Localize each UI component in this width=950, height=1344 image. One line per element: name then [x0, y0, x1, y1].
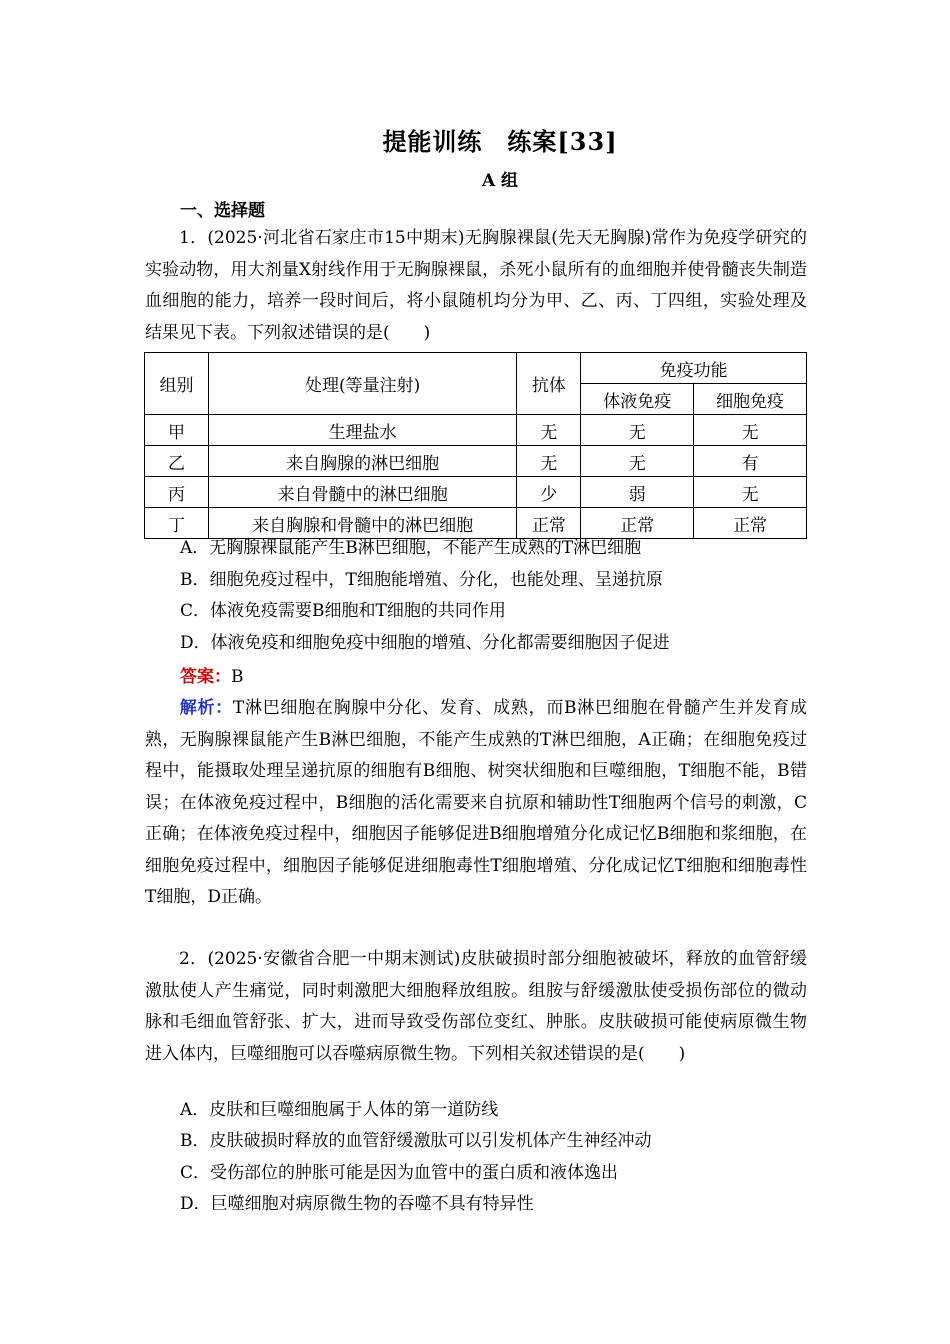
cell-treatment: 来自胸腺和骨髓中的淋巴细胞 — [208, 508, 516, 539]
q1-answer — [180, 662, 244, 694]
table-row — [145, 477, 807, 508]
cell-cellular: 无 — [694, 415, 807, 446]
q2-option-c: C．受伤部位的肿胀可能是因为血管中的蛋白质和液体逸出 — [180, 1163, 619, 1183]
cell-antibody: 正常 — [517, 508, 581, 539]
cell-group: 乙 — [145, 446, 209, 477]
q2-option-d: D．巨噬细胞对病原微生物的吞噬不具有特异性 — [180, 1194, 534, 1214]
cell-antibody: 无 — [517, 446, 581, 477]
question-1-stem — [145, 223, 807, 349]
group-label: A 组 — [481, 171, 519, 191]
cell-treatment: 生理盐水 — [208, 415, 516, 446]
header-antibody: 抗体 — [517, 353, 581, 415]
cell-humoral: 正常 — [581, 508, 694, 539]
question-2-stem — [145, 944, 807, 1070]
explanation-label: 解析： — [179, 698, 233, 718]
header-cellular: 细胞免疫 — [694, 384, 807, 415]
cell-group: 甲 — [145, 415, 209, 446]
q1-option-d: D．体液免疫和细胞免疫中细胞的增殖、分化都需要细胞因子促进 — [180, 633, 670, 653]
question-2-stem-text: 2．(2025·安徽省合肥一中期末测试)皮肤破损时部分细胞被破坏，释放的血管舒缓激肽使人产生痛觉，同时刺激肥大细胞释放组胺。组胺与舒缓激肽使受损伤部位的微动脉和毛细血管舒张、扩大，进而导致受伤部位变红、肿胀。皮肤破损可能使病原微生物进入体内，巨噬细胞可以吞噬病原微生物。下列相关叙述错误的是( ) — [145, 949, 807, 1064]
table-row — [145, 415, 807, 446]
q2-option-a: A．皮肤和巨噬细胞属于人体的第一道防线 — [180, 1100, 499, 1120]
results-table — [144, 352, 807, 539]
cell-cellular: 无 — [694, 477, 807, 508]
cell-treatment: 来自胸腺的淋巴细胞 — [208, 446, 516, 477]
cell-humoral: 无 — [581, 415, 694, 446]
header-treatment: 处理(等量注射) — [208, 353, 516, 415]
header-group: 组别 — [145, 353, 209, 415]
explanation-text: T淋巴细胞在胸腺中分化、发育、成熟，而B淋巴细胞在骨髓产生并发育成熟，无胸腺裸鼠能产生B淋巴细胞，不能产生成熟的T淋巴细胞，A正确；在细胞免疫过程中，能摄取处理呈递抗原的细胞有B细胞、树突状细胞和巨噬细胞，T细胞不能，B错误；在体液免疫过程中，B细胞的活化需要来自抗原和辅助性T细胞两个信号的刺激，C正确；在体液免疫过程中，细胞因子能够促进B细胞增殖分化成记忆B细胞和浆细胞，在细胞免疫过程中，细胞因子能够促进细胞毒性T细胞增殖、分化成记忆T细胞和细胞毒性T细胞，D正确。 — [145, 698, 807, 907]
question-1-stem-text: 1．(2025·河北省石家庄市15中期末)无胸腺裸鼠(先天无胸腺)常作为免疫学研究的实验动物，用大剂量X射线作用于无胸腺裸鼠，杀死小鼠所有的血细胞并使骨髓丧失制造血细胞的能力，培养一段时间后，将小鼠随机均分为甲、乙、丙、丁四组，实验处理及结果见下表。下列叙述错误的是( ) — [145, 228, 807, 343]
q1-explanation — [145, 693, 807, 914]
q1-option-a: A．无胸腺裸鼠能产生B淋巴细胞，不能产生成熟的T淋巴细胞 — [180, 538, 642, 558]
page-title: 提能训练 练案[33] — [382, 127, 618, 156]
cell-humoral: 无 — [581, 446, 694, 477]
table-row — [145, 446, 807, 477]
cell-group: 丁 — [145, 508, 209, 539]
q2-option-b: B．皮肤破损时释放的血管舒缓激肽可以引发机体产生神经冲动 — [180, 1131, 652, 1151]
answer-label: 答案： — [180, 667, 231, 687]
q1-option-b: B．细胞免疫过程中，T细胞能增殖、分化，也能处理、呈递抗原 — [180, 570, 663, 590]
answer-value: B — [231, 667, 244, 687]
section-heading: 一、选择题 — [180, 201, 265, 221]
cell-treatment: 来自骨髓中的淋巴细胞 — [208, 477, 516, 508]
cell-group: 丙 — [145, 477, 209, 508]
q1-option-c: C．体液免疫需要B细胞和T细胞的共同作用 — [180, 601, 506, 621]
table-header-row — [145, 353, 807, 384]
cell-antibody: 少 — [517, 477, 581, 508]
cell-cellular: 有 — [694, 446, 807, 477]
cell-cellular: 正常 — [694, 508, 807, 539]
header-immune-function: 免疫功能 — [581, 353, 807, 384]
cell-humoral: 弱 — [581, 477, 694, 508]
header-humoral: 体液免疫 — [581, 384, 694, 415]
cell-antibody: 无 — [517, 415, 581, 446]
